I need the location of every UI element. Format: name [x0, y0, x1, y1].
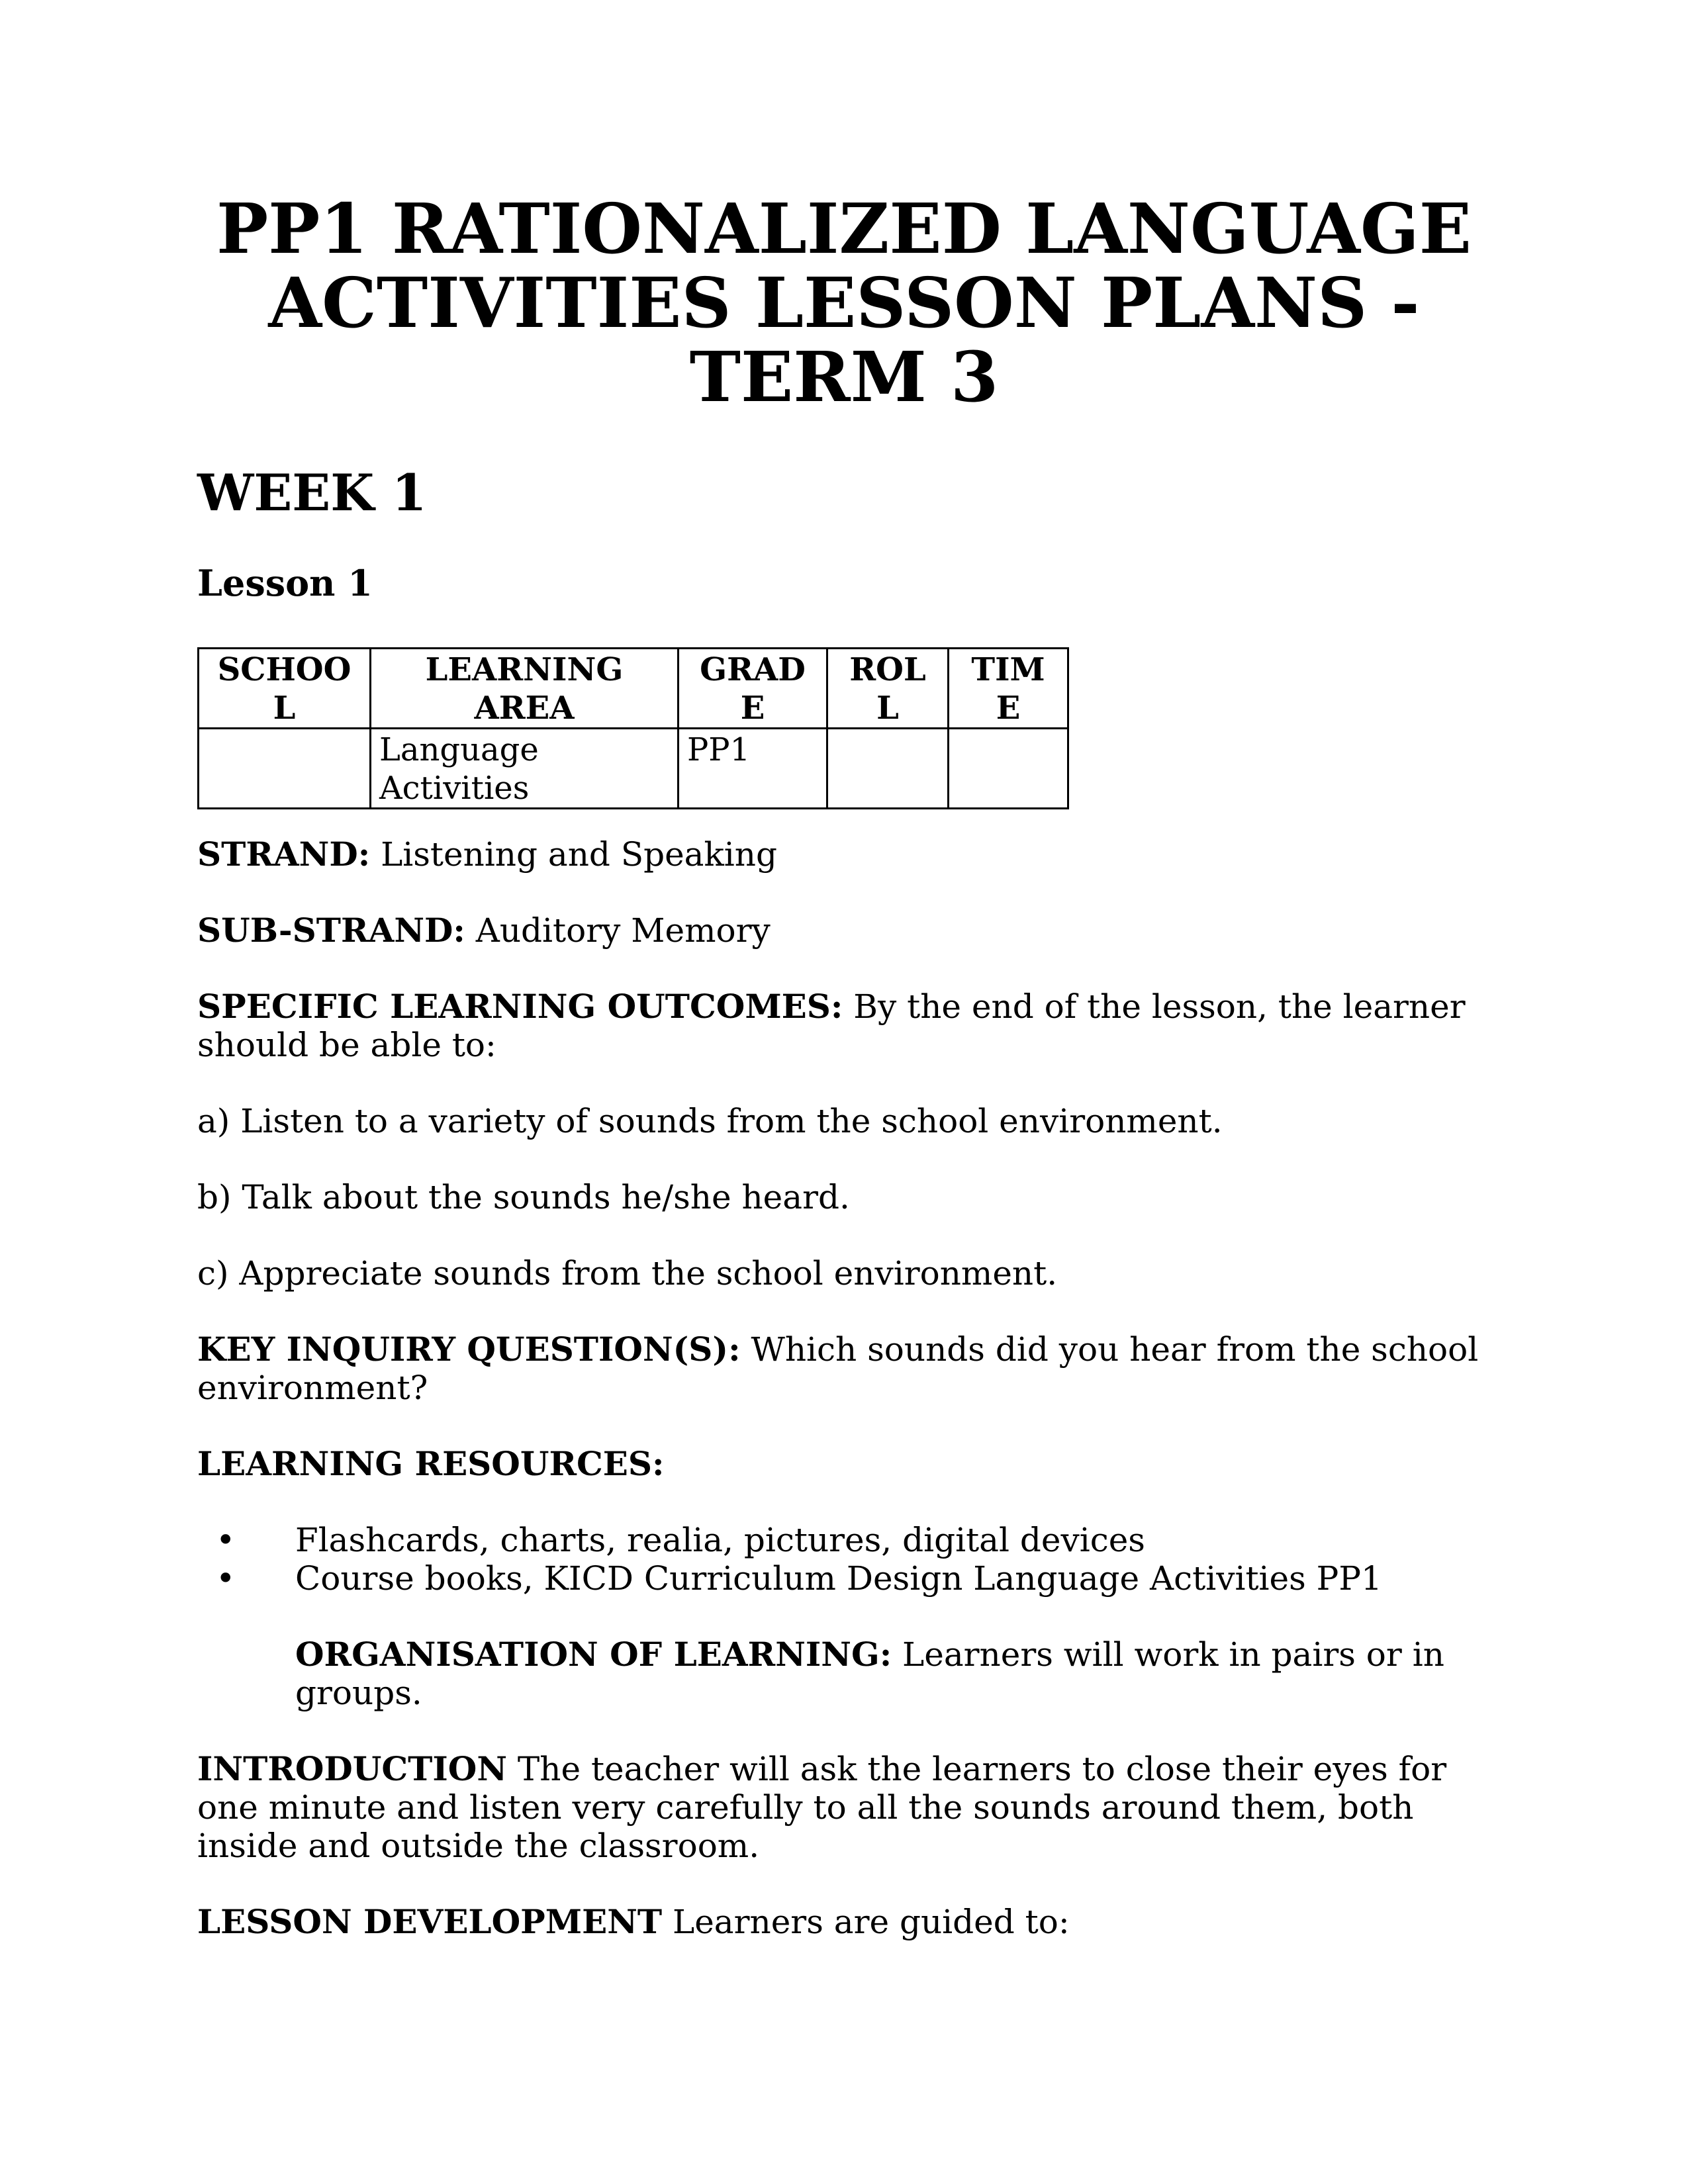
- table-row: [199, 729, 1068, 809]
- key-inquiry-label: KEY INQUIRY QUESTION(S):: [197, 1330, 741, 1369]
- organisation-paragraph: [197, 1635, 1495, 1712]
- header-time: [949, 649, 1068, 729]
- header-learning-area-line-2: AREA: [474, 690, 575, 727]
- lesson-development-paragraph: [197, 1903, 1495, 1941]
- lesson-body: [197, 835, 1495, 1979]
- sub-strand-label: SUB-STRAND:: [197, 911, 465, 950]
- introduction-text: The teacher will ask the learners to close their eyes for one minute and listen very carefully to all the sounds around them, both inside and outside the classroom.: [197, 1750, 1447, 1865]
- outcomes-paragraph: [197, 987, 1495, 1064]
- header-grade: [679, 649, 827, 729]
- bullet-icon: •: [216, 1559, 236, 1598]
- cell-school: [199, 729, 371, 809]
- outcome-item: a) Listen to a variety of sounds from the school environment.: [197, 1102, 1223, 1140]
- header-learning-area: [371, 649, 679, 729]
- bullet-icon: •: [216, 1521, 236, 1559]
- header-roll-line-2: L: [876, 690, 899, 727]
- resource-text: Course books, KICD Curriculum Design Language Activities PP1: [295, 1559, 1382, 1598]
- introduction-label: INTRODUCTION: [197, 1749, 508, 1788]
- strand-label: STRAND:: [197, 835, 371, 874]
- header-school-line-2: L: [273, 690, 296, 727]
- cell-grade: PP1: [679, 729, 827, 809]
- header-roll-line-1: ROL: [849, 651, 926, 688]
- document-title: [165, 188, 1523, 418]
- strand-text: Listening and Speaking: [370, 835, 777, 874]
- outcomes-text: By the end of the lesson, the learner should be able to:: [197, 987, 1466, 1064]
- cell-time: [949, 729, 1068, 809]
- outcome-item: b) Talk about the sounds he/she heard.: [197, 1178, 850, 1216]
- outcomes-label: SPECIFIC LEARNING OUTCOMES:: [197, 987, 843, 1026]
- header-learning-area-line-1: LEARNING: [425, 651, 624, 688]
- cell-roll: [827, 729, 949, 809]
- list-item: [216, 1521, 1495, 1559]
- lesson-development-text: Learners are guided to:: [662, 1903, 1070, 1941]
- header-grade-line-2: E: [740, 690, 765, 727]
- header-school-line-1: SCHOO: [217, 651, 352, 688]
- cell-learning-area: [371, 729, 679, 809]
- resource-text: Flashcards, charts, realia, pictures, digital devices: [295, 1521, 1145, 1559]
- lesson-info-table: [197, 647, 1069, 809]
- lesson-heading: Lesson 1: [197, 562, 373, 604]
- sub-strand-text: Auditory Memory: [465, 911, 771, 950]
- list-item: [216, 1559, 1495, 1598]
- resources-label: LEARNING RESOURCES:: [197, 1444, 665, 1483]
- title-line-2: ACTIVITIES LESSON PLANS -: [268, 262, 1420, 343]
- outcome-item: c) Appreciate sounds from the school environment.: [197, 1254, 1058, 1293]
- header-time-line-2: E: [996, 690, 1021, 727]
- resources-list: [197, 1521, 1495, 1598]
- lesson-development-label: LESSON DEVELOPMENT: [197, 1902, 663, 1941]
- introduction-paragraph: [197, 1750, 1495, 1865]
- header-grade-line-1: GRAD: [700, 651, 806, 688]
- key-inquiry-paragraph: [197, 1330, 1495, 1407]
- header-roll: [827, 649, 949, 729]
- cell-learning-area-line-2: Activities: [379, 770, 530, 807]
- header-school: [199, 649, 371, 729]
- resources-heading: [197, 1445, 1495, 1483]
- organisation-label: ORGANISATION OF LEARNING:: [295, 1635, 892, 1674]
- table-header-row: [199, 649, 1068, 729]
- header-time-line-1: TIM: [971, 651, 1045, 688]
- title-line-1: PP1 RATIONALIZED LANGUAGE: [216, 188, 1472, 269]
- strand-paragraph: [197, 835, 1495, 874]
- cell-learning-area-line-1: Language: [379, 731, 539, 768]
- key-inquiry-text: Which sounds did you hear from the school environment?: [197, 1330, 1479, 1407]
- title-line-3: TERM 3: [689, 336, 999, 418]
- week-heading: WEEK 1: [197, 463, 427, 522]
- sub-strand-paragraph: [197, 911, 1495, 950]
- organisation-text: Learners will work in pairs or in groups.: [295, 1635, 1444, 1712]
